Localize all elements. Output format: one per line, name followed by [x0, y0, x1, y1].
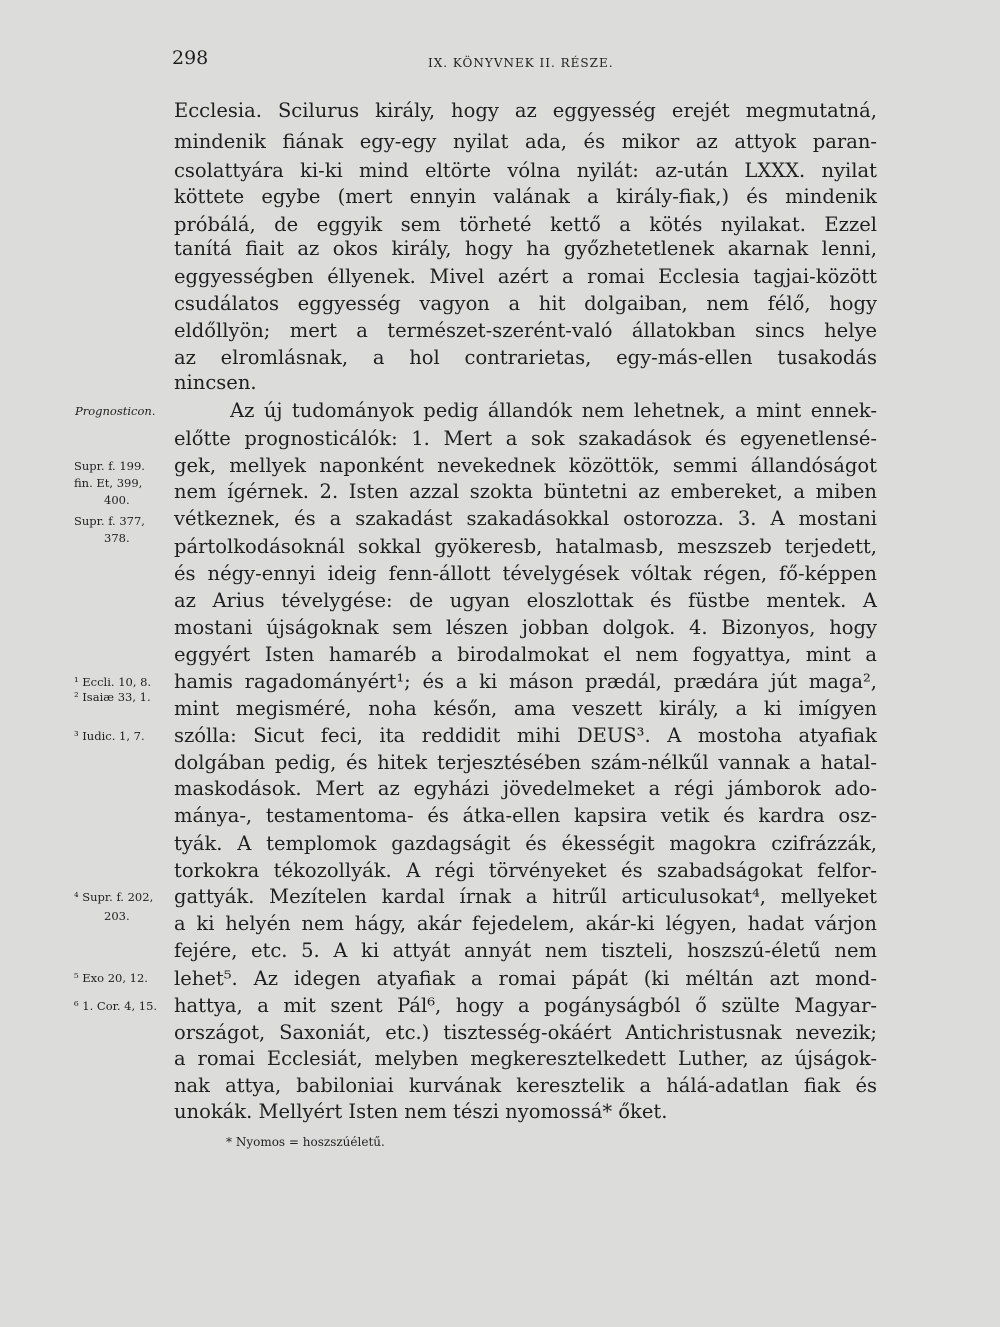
- margin-note: 203.: [104, 909, 130, 923]
- margin-note: ⁵ Exo 20, 12.: [74, 971, 148, 985]
- text-line: köttete egybe (mert ennyin valának a király-fiak,) és mindenik: [174, 185, 877, 208]
- text-line: nak attya, babiloniai kurvának keresztelik a hálá-adatlan fiak és: [174, 1074, 877, 1097]
- text-line: gattyák. Mezítelen kardal írnak a hitrűl articulusokat⁴, mellyeket: [174, 885, 877, 908]
- footnote: * Nyomos = hoszszúéletű.: [226, 1135, 385, 1149]
- text-line: eldőllyön; mert a természet-szerént-való állatokban sincs helye: [174, 319, 877, 342]
- text-line: eggyességben éllyenek. Mivel azért a romai Ecclesia tagjai-között: [174, 265, 877, 288]
- margin-note: Prognosticon.: [75, 404, 156, 418]
- text-line: lehet⁵. Az idegen atyafiak a romai pápát (ki méltán azt mond-: [174, 967, 877, 990]
- text-line: a ki helyén nem hágy, akár fejedelem, akár-ki légyen, hadat várjon: [174, 912, 877, 935]
- text-line: mint megisméré, noha későn, ama veszett király, a ki imígyen: [174, 697, 877, 720]
- text-line: nincsen.: [174, 371, 257, 394]
- text-line: az elromlásnak, a hol contrarietas, egy-más-ellen tusakodás: [174, 346, 877, 369]
- text-line: országot, Saxoniát, etc.) tisztesség-okáért Antichristusnak nevezik;: [174, 1021, 877, 1044]
- text-line: csolattyára ki-ki mind eltörte vólna nyilát: az-után LXXX. nyilat: [174, 159, 877, 182]
- text-line: előtte prognosticálók: 1. Mert a sok szakadások és egyenetlensé-: [174, 427, 877, 450]
- margin-note: 400.: [104, 493, 130, 507]
- text-line: hattya, a mit szent Pál⁶, hogy a pogányságból ő szülte Magyar-: [174, 994, 877, 1017]
- text-line: mindenik fiának egy-egy nyilat ada, és mikor az attyok paran-: [174, 130, 877, 153]
- page-number: 298: [172, 47, 209, 69]
- text-line: nem ígérnek. 2. Isten azzal szokta büntetni az embereket, a miben: [174, 480, 877, 503]
- margin-note: fin. Et, 399,: [74, 476, 143, 490]
- text-line: csudálatos eggyesség vagyon a hit dolgaiban, nem félő, hogy: [174, 292, 877, 315]
- text-line: mánya-, testamentoma- és átka-ellen kapsira vetik és kardra osz-: [174, 804, 877, 827]
- text-line: gek, mellyek naponként nevekednek közöttök, semmi állandóságot: [174, 454, 877, 477]
- text-line: és négy-ennyi ideig fenn-állott tévelygések vóltak régen, fő-képpen: [174, 562, 877, 585]
- margin-note: ¹ Eccli. 10, 8.: [74, 675, 152, 689]
- margin-note: ² Isaiæ 33, 1.: [74, 690, 151, 704]
- margin-note: Supr. f. 377,: [74, 514, 145, 528]
- margin-note: ⁶ 1. Cor. 4, 15.: [74, 999, 158, 1013]
- text-line: tanítá fiait az okos király, hogy ha győzhetetlenek akarnak lenni,: [174, 237, 877, 260]
- text-line: mostani újságoknak sem lészen jobban dolgok. 4. Bizonyos, hogy: [174, 616, 877, 639]
- text-line: unokák. Mellyért Isten nem tészi nyomossá* őket.: [174, 1100, 668, 1123]
- text-line: eggyért Isten hamaréb a birodalmokat el nem fogyattya, mint a: [174, 643, 877, 666]
- text-line: szólla: Sicut feci, ita reddidit mihi DEUS³. A mostoha atyafiak: [174, 724, 877, 747]
- text-line: hamis ragadományért¹; és a ki máson prædál, prædára jút maga²,: [174, 670, 877, 693]
- text-line: dolgában pedig, és hitek terjesztésében szám-nélkűl vannak a hatal-: [174, 751, 877, 774]
- margin-note: 378.: [104, 531, 130, 545]
- text-line: Az új tudományok pedig állandók nem lehetnek, a mint ennek-: [230, 399, 877, 422]
- text-line: torkokra tékozollyák. A régi törvényeket és szabadságokat felfor-: [174, 859, 877, 882]
- margin-note: Supr. f. 199.: [74, 459, 145, 473]
- text-line: pártolkodásoknál sokkal gyökeresb, hatalmasb, meszszeb terjedett,: [174, 535, 877, 558]
- text-line: vétkeznek, és a szakadást szakadásokkal ostorozza. 3. A mostani: [174, 507, 877, 530]
- text-line: tyák. A templomok gazdagságit és ékességit magokra czifrázzák,: [174, 832, 877, 855]
- margin-note: ³ Iudic. 1, 7.: [74, 729, 145, 743]
- text-line: Ecclesia. Scilurus király, hogy az eggyesség erejét megmutatná,: [174, 99, 877, 122]
- running-head: IX. KÖNYVNEK II. RÉSZE.: [428, 56, 614, 70]
- text-line: maskodások. Mert az egyházi jövedelmeket a régi jámborok ado-: [174, 777, 877, 800]
- margin-note: ⁴ Supr. f. 202,: [74, 890, 154, 904]
- text-line: a romai Ecclesiát, melyben megkeresztelkedett Luther, az újságok-: [174, 1047, 877, 1070]
- text-line: az Arius tévelygése: de ugyan eloszlottak és füstbe mentek. A: [174, 589, 877, 612]
- text-line: fejére, etc. 5. A ki attyát annyát nem tiszteli, hoszszú-életű nem: [174, 939, 877, 962]
- text-line: próbálá, de eggyik sem törheté kettő a kötés nyilakat. Ezzel: [174, 213, 877, 236]
